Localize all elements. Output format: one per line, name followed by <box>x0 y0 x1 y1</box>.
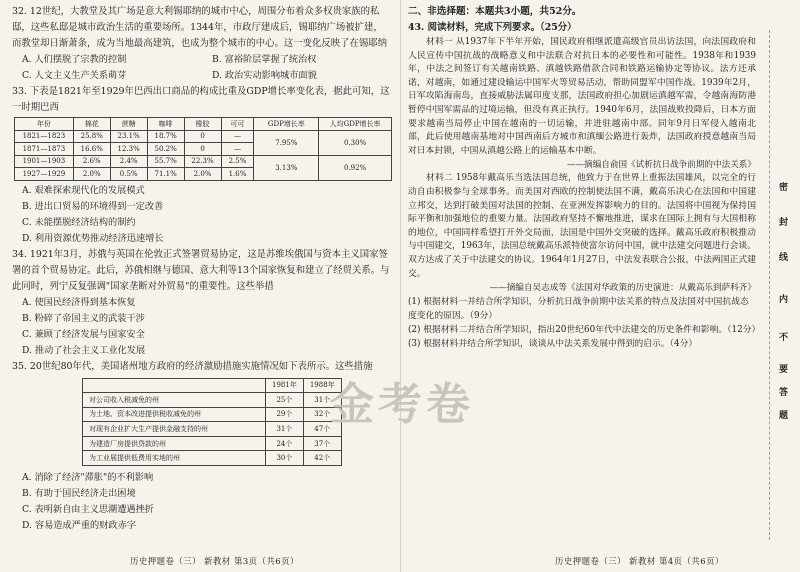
table-cell: 1871—1873 <box>15 143 74 156</box>
table-header: 1988年 <box>303 378 341 393</box>
table-header: 年份 <box>15 118 74 131</box>
seal-char: 要 <box>779 365 789 375</box>
q34-stem: 34. 1921年3月，苏俄与英国在伦敦正式签署贸易协定，这是苏维埃俄国与资本主义国家签署的首个贸易协定。此后，苏俄相继与德国、意大利等13个国家恢复和建立了经贸关系。与此同时，列宁反复强调"国家垄断对外贸易"的重要性。这些举措 <box>12 248 390 292</box>
table-cell: 2.6% <box>73 155 110 168</box>
sub-question-3: (3) 根据材料并结合所学知识，谈谈从中法关系发展中得到的启示。（4分） <box>408 339 698 350</box>
q32-option-d: D. 政治实动影响城市面貌 <box>212 70 317 81</box>
q34-option-a: A. 使国民经济得到基本恢复 <box>22 296 136 308</box>
watermark: 金考卷 <box>330 379 474 430</box>
table-cell: 1927—1929 <box>15 168 74 181</box>
table-header-row <box>15 118 392 131</box>
table-cell: 22.3% <box>184 155 221 168</box>
seal-char: 不 <box>779 333 789 343</box>
q34-option-b: B. 粉碎了帝国主义的武装干涉 <box>22 312 145 324</box>
table-cell: 50.2% <box>147 143 184 156</box>
q32-option-b: B. 富裕阶层掌握了统治权 <box>212 54 317 65</box>
table-row <box>83 393 342 408</box>
q32-option-c: C. 人文主义生产关系萌芽 <box>22 70 127 81</box>
table-header: 可可 <box>221 118 254 131</box>
table-row <box>83 436 342 451</box>
q35-option-a: A. 消除了经济"滞胀"的不利影响 <box>22 472 154 484</box>
q43-stem: 43. 阅读材料，完成下列要求。（25分） <box>408 22 577 33</box>
q33-option-b: B. 进出口贸易的环境得到一定改善 <box>22 200 164 212</box>
sub-question-1: (1) 根据材料一并结合所学知识，分析抗日战争前期中法关系的特点及法国对中国抗战态度变化的原因。（9分） <box>408 297 749 322</box>
q35-table <box>82 378 342 467</box>
table-cell: 55.7% <box>147 155 184 168</box>
table-cell: 37个 <box>303 436 341 451</box>
q33-table <box>14 117 392 181</box>
table-cell: 47个 <box>303 422 341 437</box>
table-cell: 7.95% <box>254 130 319 155</box>
table-cell: 18.7% <box>147 130 184 143</box>
table-cell: 29个 <box>266 407 304 422</box>
table-cell: 2.0% <box>73 168 110 181</box>
table-cell: 0.5% <box>110 168 147 181</box>
table-cell: 25个 <box>266 393 304 408</box>
table-row <box>83 407 342 422</box>
table-cell: 30个 <box>266 451 304 466</box>
right-page <box>400 0 800 572</box>
table-cell: 3.13% <box>254 155 319 180</box>
table-cell: 2.5% <box>221 155 254 168</box>
q33-option-d: D. 利用资源优势推动经济迅速增长 <box>22 232 164 244</box>
material-1: 材料一 从1937年下半年开始，国民政府相继派遣高级官员出访法国，向法国政府和人民宣传中国抗战的战略意义和中法联合对抗日本的必要性和可能性。1938年和1939年，中法之间签订有关越南铁路、滇越铁路借款合同和铁路运输协定等协议。法方还承诺，对越南，如通过建设输运中国军火等贸易活动，帮助同盟军中国作战。1939年2月，日军攻陷海南岛，直接威胁法属印度支那，法国政府担心加剧运滇越军需，令越南海防港暂停中国军需品的过境运输，但没有真正执行。1940年6月，法国战败投降后，日本方面要求越南当局停止中国在越南的一切运输，并进驻越南中部。同年9月日军侵入越南北部，此后使用越南基地对中国西南后方城市和滇缅公路进行轰炸，法国政府授意越南当局对日本封锁，中国从滇越公路上的运输基本中断。 <box>408 37 756 156</box>
table-header-row <box>83 378 342 393</box>
footer-left: 历史押题卷（三） 新教材 第3页（共6页） <box>130 556 299 566</box>
seal-char: 内 <box>779 295 789 305</box>
table-header: 橡胶 <box>184 118 221 131</box>
seal-char: 封 <box>779 218 789 228</box>
table-cell: 0 <box>184 130 221 143</box>
seal-char: 线 <box>779 253 789 263</box>
table-cell: 为工业展提供低费用实地的州 <box>83 451 266 466</box>
table-cell: 1821—1823 <box>15 130 74 143</box>
table-cell: 16.6% <box>73 143 110 156</box>
table-row <box>83 451 342 466</box>
table-cell: 23.1% <box>110 130 147 143</box>
table-cell: 2.4% <box>110 155 147 168</box>
table-cell: 31个 <box>266 422 304 437</box>
table-cell: 25.8% <box>73 130 110 143</box>
table-cell: 0 <box>184 143 221 156</box>
q32-option-a: A. 人们摆脱了宗教的控制 <box>22 54 127 65</box>
q33-option-a: A. 艰难探索现代化的发展模式 <box>22 184 145 196</box>
table-header: GDP增长率 <box>254 118 319 131</box>
q32-options-row2 <box>12 68 392 84</box>
table-cell: 31个 <box>303 393 341 408</box>
q35-option-c: C. 表明新自由主义思潮遭遇挫折 <box>22 504 154 516</box>
table-cell: 0.30% <box>319 130 392 155</box>
table-header: 咖啡 <box>147 118 184 131</box>
table-cell: 1901—1903 <box>15 155 74 168</box>
q32-options-row1 <box>12 52 392 68</box>
q35-option-b: B. 有助于国民经济走出困境 <box>22 488 136 500</box>
seal-char: 密 <box>779 183 789 193</box>
table-cell: 对公司收入税减免的州 <box>83 393 266 408</box>
seal-char: 答 <box>779 388 789 398</box>
q33-stem: 33. 下表是1821年至1929年巴西出口商品的构成比重及GDP增长率变化表，据此可知，这一时期巴西 <box>12 86 390 113</box>
seal-char: 题 <box>779 411 789 421</box>
q35-stem: 35. 20世纪80年代，美国诸州地方政府的经济激励措施实施情况如下表所示。这些措施 <box>12 360 373 372</box>
table-cell: 为土地、资本改进提供税收减免的州 <box>83 407 266 422</box>
material-2: 材料二 1958年戴高乐当选法国总统，他致力于在世界上重振法国雄风，以完全的行动自由积极参与全球事务。而美国对西欧的控制使法国不满，戴高乐决心在法国和中国建立邦交，达到打破美国对法国的控制、在亚洲发挥影响力的目的。法国将中国视为保持国际平衡和加强地位的重要力量。法国政府坚持不懈地推进，谋求在国际上拥有与大国相称的地位，中国同样希望打开外交局面，法国是中国外交突破的选择。戴高乐政府积极推动与中国建交，1963年，法国总统戴高乐派特使富尔访问中国，就中法建交问题进行会谈。双方达成了关于中法建交的协议。1964年1月27日，中法发表联合公报，中法两国正式建交。 <box>408 173 756 279</box>
table-cell: 对现有企业扩大生产提供金融支持的州 <box>83 422 266 437</box>
table-cell: 42个 <box>303 451 341 466</box>
sub-question-2: (2) 根据材料二并结合所学知识，指出20世纪60年代中法建交的历史条件和影响。（12分） <box>408 325 761 336</box>
table-cell: 1.6% <box>221 168 254 181</box>
table-cell: 71.1% <box>147 168 184 181</box>
table-cell: 2.0% <box>184 168 221 181</box>
material-1-source: ——摘编自俞国《试析抗日战争前期的中法关系》 <box>566 160 756 171</box>
seal-line <box>769 30 794 540</box>
q33-option-c: C. 未能摆脱经济结构的制约 <box>22 216 136 228</box>
table-header: 蔗糖 <box>110 118 147 131</box>
q34-option-d: D. 推动了社会主义工业化发展 <box>22 344 146 356</box>
table-cell: 为建造厂房提供贷款的州 <box>83 436 266 451</box>
table-header: 棉花 <box>73 118 110 131</box>
table-row <box>15 130 392 143</box>
table-row <box>15 155 392 168</box>
table-cell: 32个 <box>303 407 341 422</box>
table-cell: 24个 <box>266 436 304 451</box>
footer-right: 历史押题卷（三） 新教材 第4页（共6页） <box>555 556 724 566</box>
table-cell: 0.92% <box>319 155 392 180</box>
table-cell: 12.3% <box>110 143 147 156</box>
table-cell: — <box>221 143 254 156</box>
material-2-source: ——摘编自吴志成等《法国对华政策的历史演进：从戴高乐到萨科齐》 <box>489 283 756 294</box>
q34-option-c: C. 兼顾了经济发展与国家安全 <box>22 328 145 340</box>
table-header: 人均GDP增长率 <box>319 118 392 131</box>
table-header: 1981年 <box>266 378 304 393</box>
table-row <box>83 422 342 437</box>
q35-option-d: D. 容易造成严重的财政赤字 <box>22 520 136 532</box>
section-title: 二、非选择题：本题共3小题，共52分。 <box>408 6 582 17</box>
table-cell: — <box>221 130 254 143</box>
q32-stem: 32. 12世纪，大教堂及其广场是意大利锡耶纳的城市中心，周围分布着众多权贵家族的私邸，这些私邸是城市政治生活的重要场所。1344年，市政厅建成后，锡耶纳广场被扩建，而教堂却日渐萧条，成为当地最高建筑，也成为整个城市的中心。这一变化反映了在锡耶纳 <box>12 6 388 49</box>
table-header <box>83 378 266 393</box>
